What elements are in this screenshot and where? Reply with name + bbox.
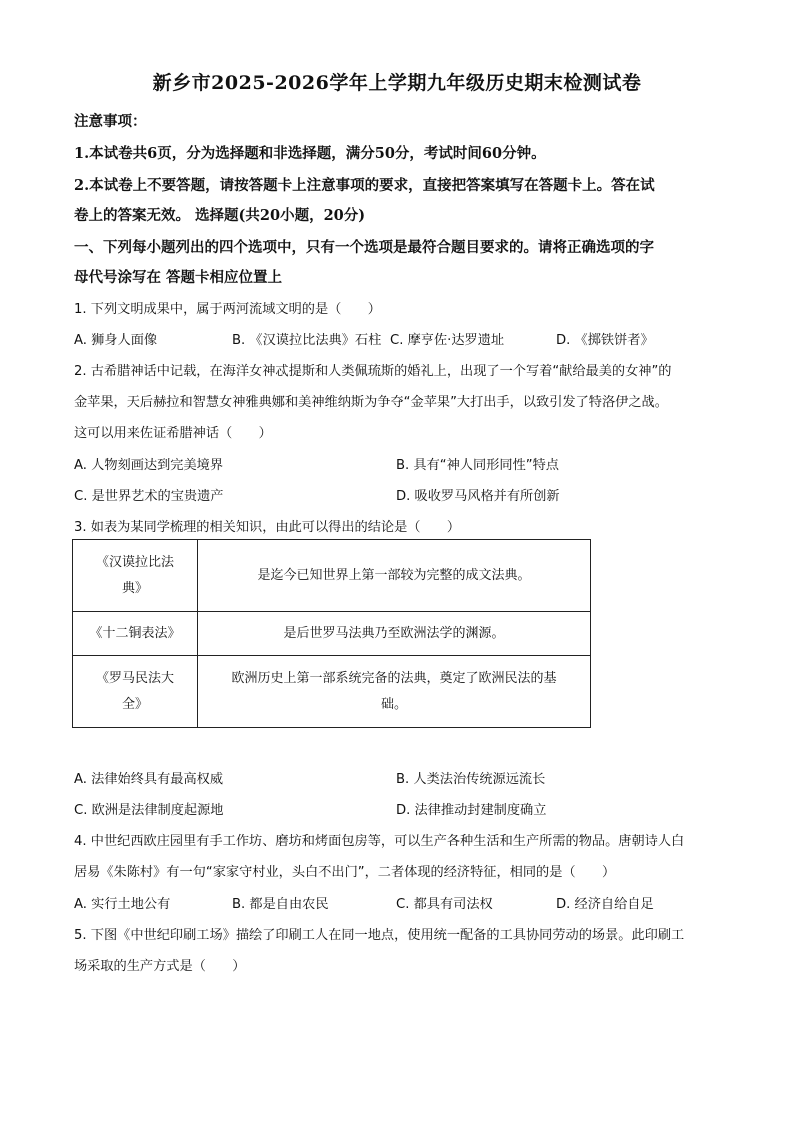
question-2-stem-line-1: 2. 古希腊神话中记载，在海洋女神忒提斯和人类佩琉斯的婚礼上，出现了一个写着“献给最美的女神”的 bbox=[74, 364, 672, 379]
question-1-stem: 1. 下列文明成果中，属于两河流域文明的是（ ） bbox=[74, 302, 381, 317]
table-cell-law-name: 《罗马民法大 全》 bbox=[73, 656, 198, 728]
question-2-stem-line-3: 这可以用来佐证希腊神话（ ） bbox=[74, 426, 272, 441]
table-cell-law-description: 是后世罗马法典乃至欧洲法学的渊源。 bbox=[198, 612, 591, 656]
question-2-stem-line-2: 金苹果，天后赫拉和智慧女神雅典娜和美神维纳斯为争夺“金苹果”大打出手，以致引发了特洛伊之战。 bbox=[74, 395, 668, 410]
question-2-option-c: C. 是世界艺术的宝贵遗产 bbox=[74, 489, 224, 504]
question-4-stem-line-2: 居易《朱陈村》有一句“家家守村业，头白不出门”，二者体现的经济特征，相同的是（ ） bbox=[74, 865, 616, 880]
question-1-option-d: D. 《掷铁饼者》 bbox=[556, 333, 654, 348]
notes-item-2-line-2: 卷上的答案无效。 选择题(共20小题，20分) bbox=[74, 207, 366, 224]
question-4-option-c: C. 都具有司法权 bbox=[396, 897, 493, 912]
exam-title: 新乡市2025-2026学年上学期九年级历史期末检测试卷 bbox=[152, 72, 642, 94]
question-5-stem-line-1: 5. 下图《中世纪印刷工场》描绘了印刷工人在同一地点，使用统一配备的工具协同劳动的场景。此印刷工 bbox=[74, 928, 685, 943]
question-3-option-c: C. 欧洲是法律制度起源地 bbox=[74, 803, 224, 818]
notes-heading: 注意事项： bbox=[74, 113, 147, 130]
table-row bbox=[73, 612, 591, 656]
question-3-stem: 3. 如表为某同学梳理的相关知识，由此可以得出的结论是（ ） bbox=[74, 520, 461, 535]
table-cell-law-name: 《汉谟拉比法 典》 bbox=[73, 540, 198, 612]
question-4-option-d: D. 经济自给自足 bbox=[556, 897, 654, 912]
question-1-option-c: C. 摩亨佐·达罗遗址 bbox=[390, 333, 505, 348]
question-3-option-a: A. 法律始终具有最高权威 bbox=[74, 772, 224, 787]
section-1-instruction-line-2: 母代号涂写在 答题卡相应位置上 bbox=[74, 269, 283, 286]
table-row bbox=[73, 540, 591, 612]
question-2-option-d: D. 吸收罗马风格并有所创新 bbox=[396, 489, 560, 504]
table-cell-law-name: 《十二铜表法》 bbox=[73, 612, 198, 656]
table-cell-law-description: 欧洲历史上第一部系统完备的法典，奠定了欧洲民法的基 础。 bbox=[198, 656, 591, 728]
question-4-option-b: B. 都是自由农民 bbox=[232, 897, 329, 912]
question-4-stem-line-1: 4. 中世纪西欧庄园里有手工作坊、磨坊和烤面包房等，可以生产各种生活和生产所需的物品。唐朝诗人白 bbox=[74, 834, 685, 849]
table-row bbox=[73, 656, 591, 728]
question-4-option-a: A. 实行土地公有 bbox=[74, 897, 171, 912]
question-5-stem-line-2: 场采取的生产方式是（ ） bbox=[74, 959, 246, 974]
question-2-option-a: A. 人物刻画达到完美境界 bbox=[74, 458, 224, 473]
notes-item-1: 1.本试卷共6页，分为选择题和非选择题，满分50分，考试时间60分钟。 bbox=[74, 145, 546, 162]
question-3-option-d: D. 法律推动封建制度确立 bbox=[396, 803, 547, 818]
question-2-option-b: B. 具有“神人同形同性”特点 bbox=[396, 458, 559, 473]
section-1-instruction-line-1: 一、下列每小题列出的四个选项中，只有一个选项是最符合题目要求的。请将正确选项的字 bbox=[74, 239, 654, 256]
notes-item-2-line-1: 2.本试卷上不要答题，请按答题卡上注意事项的要求，直接把答案填写在答题卡上。答在试 bbox=[74, 177, 655, 194]
question-3-option-b: B. 人类法治传统源远流长 bbox=[396, 772, 546, 787]
table-cell-law-description: 是迄今已知世界上第一部较为完整的成文法典。 bbox=[198, 540, 591, 612]
question-1-option-a: A. 狮身人面像 bbox=[74, 333, 158, 348]
law-comparison-table bbox=[72, 539, 591, 728]
question-1-option-b: B. 《汉谟拉比法典》石柱 bbox=[232, 333, 382, 348]
